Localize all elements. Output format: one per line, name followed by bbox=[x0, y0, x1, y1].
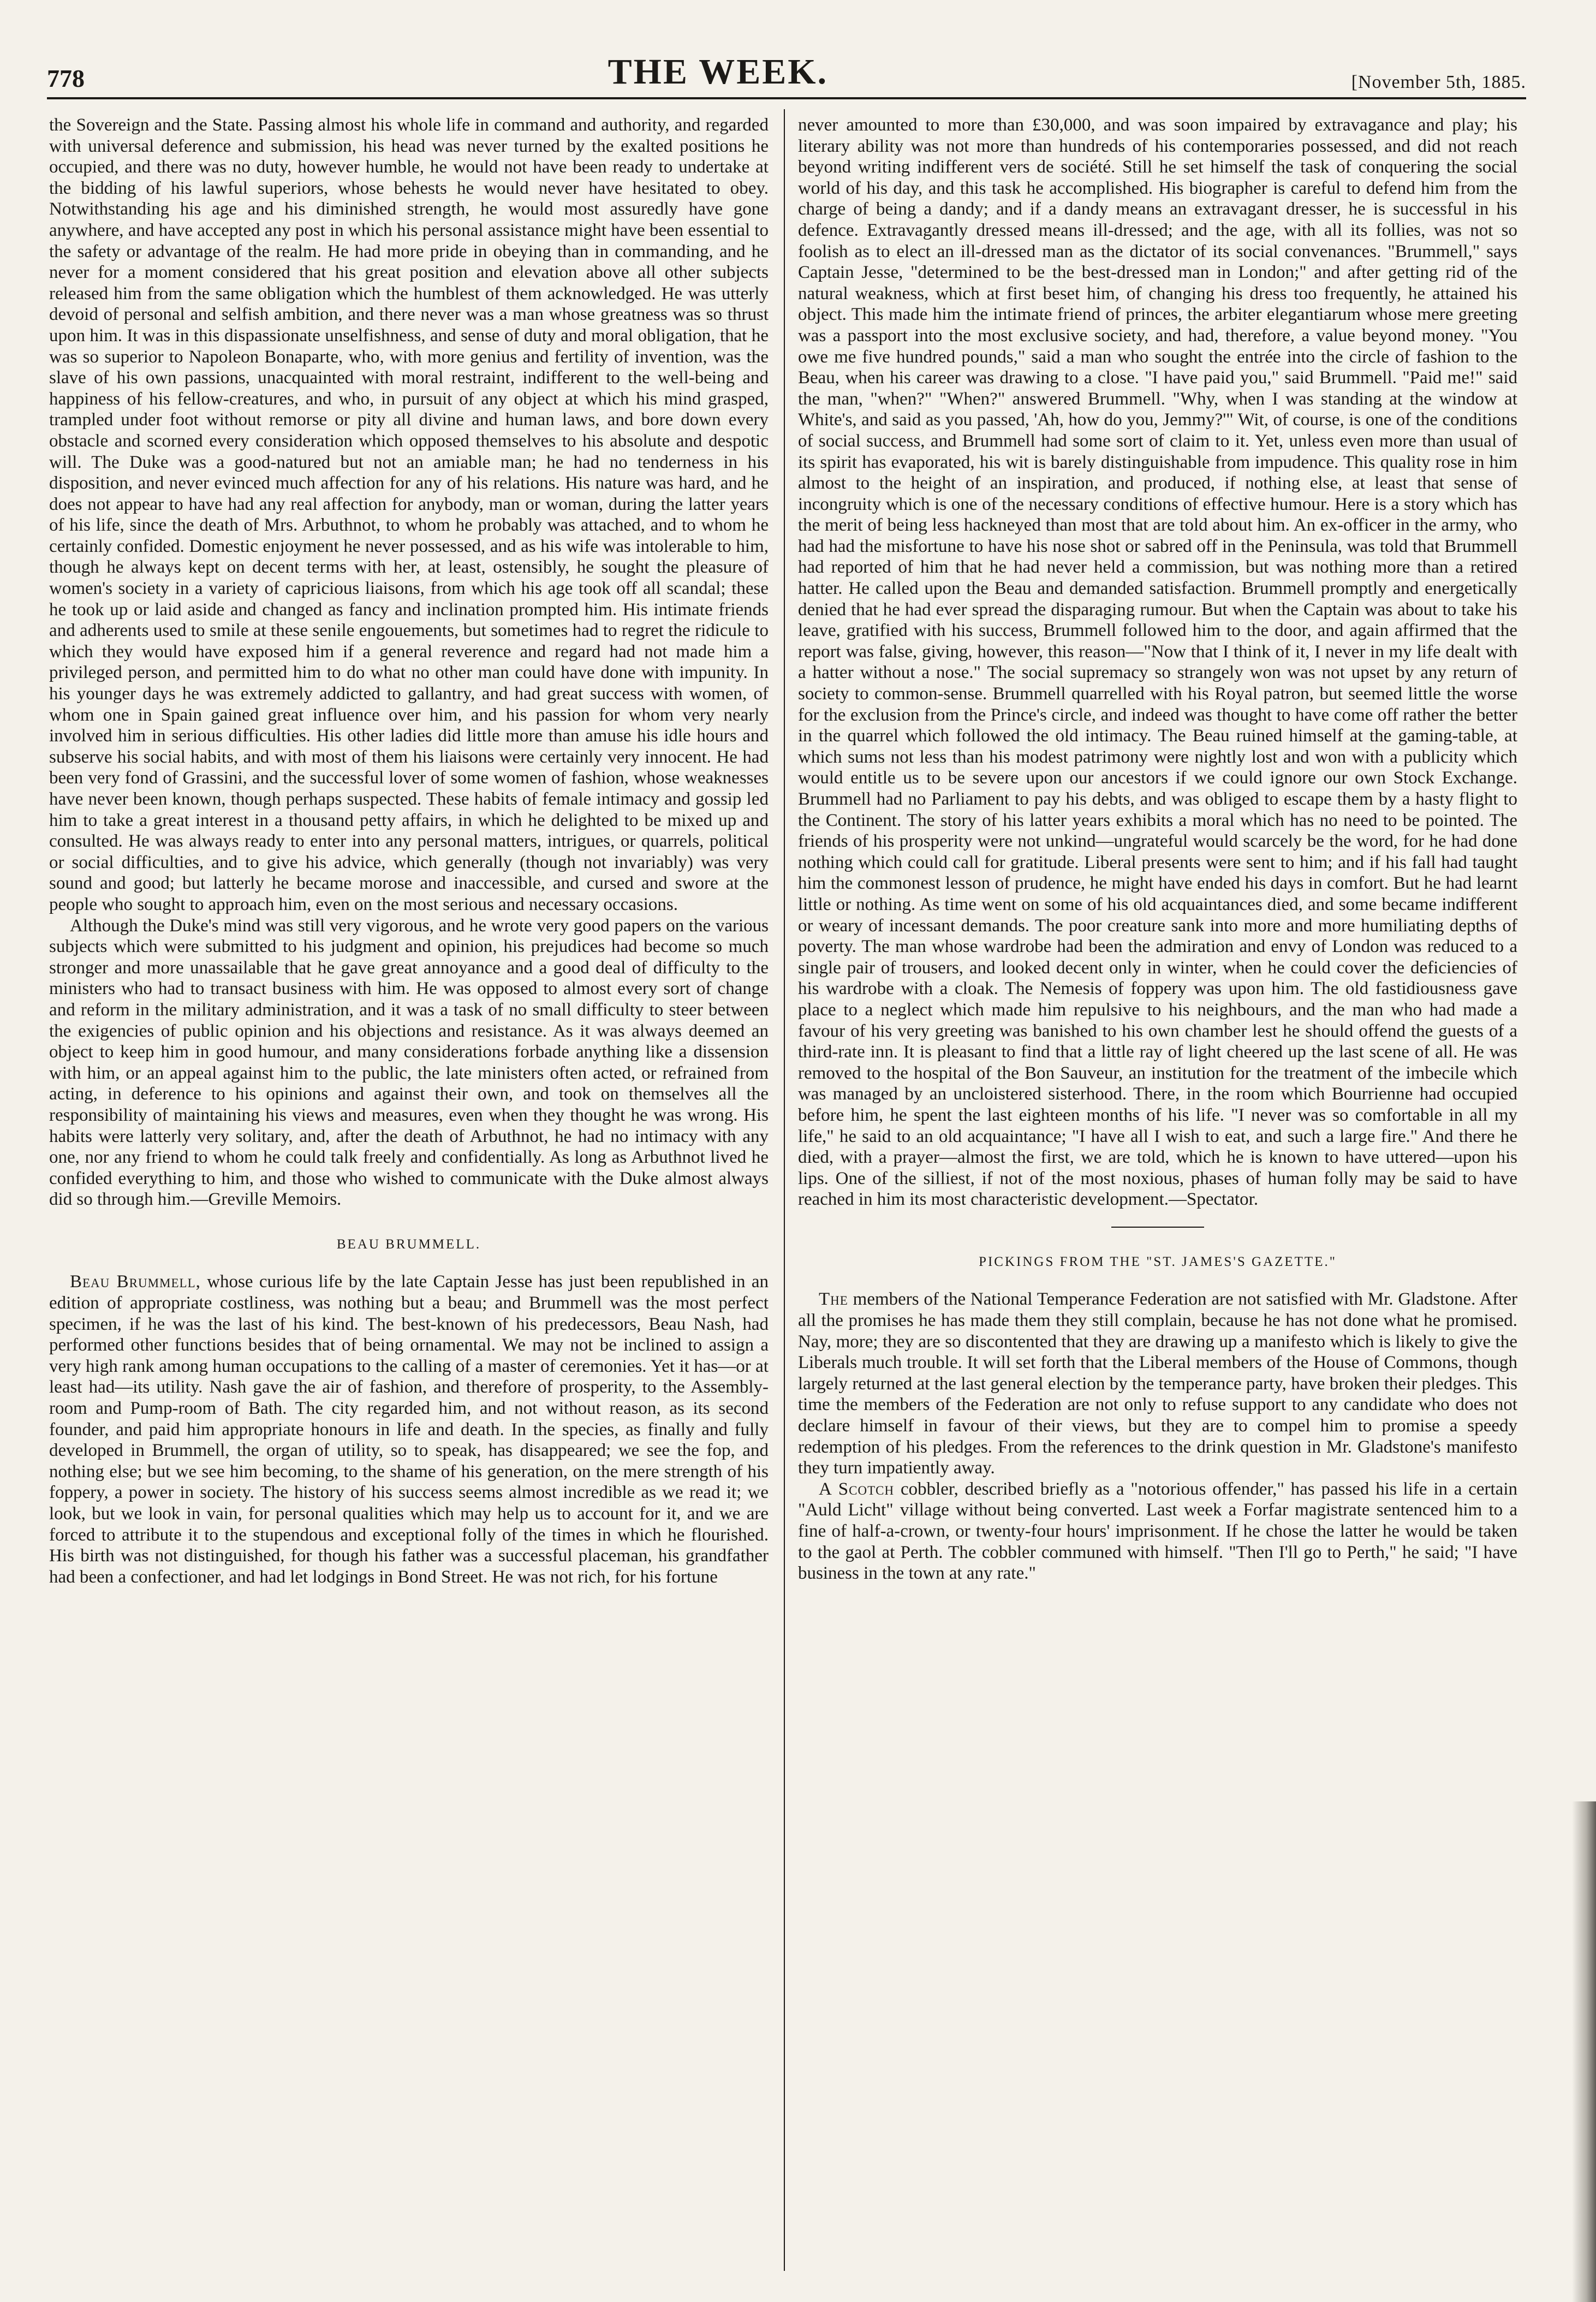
header-rule bbox=[47, 97, 1526, 99]
wellington-paragraph-2: Although the Duke's mind was still very vigorous, and he wrote very good papers on the various subjects which were submitted to his judgment and opinion, his prejudices had become so much stronger and more unassailable that he gave great annoyance and a good deal of difficulty to the ministers who had to transact business with him. He was opposed to almost every sort of change and reform in the military administration, and it was a task of no small difficulty to steer between the exigencies of public opinion and his objections and resistance. As it was always deemed an object to keep him in good humour, and many considerations forbade anything like a dissension with him, or an appeal against him to the public, the late ministers often acted, or refrained from acting, in deference to his opinions and against their own, and took on themselves all the responsibility of maintaining his views and measures, even when they thought he was wrong. His habits were latterly very solitary, and, after the death of Arbuthnot, he had no intimacy with any one, nor any friend to whom he could talk freely and confidentially. As long as Arbuthnot lived he confided everything to him, and those who wished to communicate with the Duke almost always did so through him.—Greville Memoirs. bbox=[49, 915, 769, 1210]
page-edge-shadow bbox=[1572, 1801, 1596, 2302]
page-header bbox=[47, 43, 1526, 93]
section-title-pickings: PICKINGS FROM THE "ST. JAMES'S GAZETTE." bbox=[979, 1254, 1337, 1269]
page-number: 778 bbox=[47, 64, 85, 92]
pickings-paragraph-cobbler bbox=[798, 1479, 1517, 1584]
section-separator-rule bbox=[1111, 1227, 1204, 1228]
brummell-continued-paragraph: never amounted to more than £30,000, and was soon impaired by extravagance and play; his literary ability was not more than hundreds of his contemporaries possessed, and did not reach beyond writing indifferent vers de société. Still he set himself the task of conquering the social world of his day, and this task he accomplished. His biographer is careful to defend him from the charge of being a dandy; and if a dandy means an extravagant dresser, he is successful in his defence. Extravagantly dressed means ill-dressed; and the age, with all its follies, was not so foolish as to elect an ill-dressed man as the dictator of its social convenances. "Brummell," says Captain Jesse, "determined to be the best-dressed man in London;" and after getting rid of the natural weakness, which at first beset him, of changing his dress too frequently, he attained his object. This made him the intimate friend of princes, the arbiter elegantiarum whose mere greeting was a passport into the most exclusive society, and had, therefore, a value beyond money. "You owe me five hundred pounds," said a man who sought the entrée into the circle of fashion to the Beau, when his career was drawing to a close. "I have paid you," said Brummell. "Paid me!" said the man, "when?" "When?" answered Brummell. "Why, when I was standing at the window at White's, and said as you passed, 'Ah, how do you, Jemmy?'" Wit, of course, is one of the conditions of social success, and Brummell had some sort of claim to it. Yet, unless even more than usual of its spirit has evaporated, his wit is barely distinguishable from impudence. This quality rose in him almost to the height of an inspiration, and produced, if nothing else, at least that sense of incongruity which is one of the necessary conditions of effective humour. Here is a story which has the merit of being less hackneyed than most that are told about him. An ex-officer in the army, who had had the misfortune to have his nose shot or sabred off in the Peninsula, was told that Brummell had reported of him that he had never held a commission, but was nothing more than a retired hatter. He called upon the Beau and demanded satisfaction. Brummell promptly and energetically denied that he had ever spread the disparaging rumour. But when the Captain was about to take his leave, gratified with his success, Brummell followed him to the door, and again affirmed that the report was false, giving, however, this reason—"Now that I think of it, I never in my life dealt with a hatter without a nose." The social supremacy so strangely won was not upset by any return of society to common-sense. Brummell quarrelled with his Royal patron, but seemed little the worse for the exclusion from the Prince's circle, and indeed was thought to have come off rather the better in the quarrel which followed the old intimacy. The Beau ruined himself at the gaming-table, at which sums not less than his modest patrimony were nightly lost and won with a publicity which would entitle us to be severe upon our ancestors if we could ignore our own Stock Exchange. Brummell had no Parliament to pay his debts, and was obliged to escape them by a hasty flight to the Continent. The story of his latter years exhibits a moral which has no need to be pointed. The friends of his prosperity were not unkind—ungrateful would scarcely be the word, for he had done nothing which could call for gratitude. Liberal presents were sent to him; and if his fall had taught him the commonest lesson of prudence, he might have ended his days in comfort. But he had learnt little or nothing. As time went on some of his old acquaintances died, and some became indifferent or weary of incessant demands. The poor creature sank into more and more humiliating depths of poverty. The man whose wardrobe had been the admiration and envy of London was reduced to a single pair of trousers, and looked decent only in winter, when he could cover the deficiencies of his wardrobe with a cloak. The Nemesis of foppery was upon him. The old fastidiousness gave place to a neglect which made him repulsive to his neighbours, and the man who had made a favour of his very greeting was banished to his own chamber lest he should offend the guests of a third-rate inn. It is pleasant to find that a little ray of light cheered up the last scene of all. He was removed to the hospital of the Bon Sauveur, an institution for the treatment of the imbecile which was managed by an uncloistered sisterhood. There, in the room which Bourrienne had occupied before him, he spent the last eighteen months of his life. "I never was so comfortable in all my life," he said to an old acquaintance; "I have all I wish to eat, and such a large fire." And there he died, with a prayer—almost the first, we are told, which he is known to have uttered—upon his lips. One of the silliest, if not of the most noxious, phases of human folly may be said to have reached in him its most characteristic development.—Spectator. bbox=[798, 115, 1517, 1210]
pickings-2-lead-word: A Scotch bbox=[819, 1479, 895, 1499]
right-column bbox=[798, 115, 1517, 2276]
wellington-paragraph-1: the Sovereign and the State. Passing almost his whole life in command and authority, and regarded with universal deference and submission, his head was never turned by the exalted positions he occupied, and there was no duty, however humble, he would not have been ready to undertake at the bidding of his lawful superiors, whose behests he would never have hesitated to obey. Notwithstanding his age and his diminished strength, he would most assuredly have gone anywhere, and have accepted any post in which his personal assistance might have been essential to the safety or advantage of the realm. He had more pride in obeying than in commanding, and he never for a moment considered that his great position and elevation above all other subjects released him from the same obligation which the humblest of them acknowledged. He was utterly devoid of personal and selfish ambition, and there never was a man whose greatness was so thrust upon him. It was in this dispassionate unselfishness, and sense of duty and moral obligation, that he was so superior to Napoleon Bonaparte, who, with more genius and fertility of invention, was the slave of his own passions, unacquainted with moral restraint, indifferent to the well-being and happiness of his fellow-creatures, and who, in pursuit of any object at which his mind grasped, trampled under foot without remorse or pity all divine and human laws, and bore down every obstacle and scorned every consideration which opposed themselves to his absolute and despotic will. The Duke was a good-natured but not an amiable man; he had no tenderness in his disposition, and never evinced much affection for any of his relations. His nature was hard, and he does not appear to have had any real affection for anybody, man or woman, during the latter years of his life, since the death of Mrs. Arbuthnot, to whom he probably was attached, and to whom he certainly confided. Domestic enjoyment he never possessed, and as his wife was intolerable to him, though he always kept on decent terms with her, at least, ostensibly, he sought the pleasure of women's society in a variety of capricious liaisons, from which his age took off all scandal; these he took up or laid aside and changed as fancy and inclination prompted him. His intimate friends and adherents used to smile at these senile engouements, but sometimes had to regret the ridicule to which they would have exposed him if a general reverence and regard had not made him a privileged person, and permitted him to do what no other man could have done with impunity. In his younger days he was extremely addicted to gallantry, and had great success with women, of whom one in Spain gained great influence over him, and his passion for whom very nearly involved him in serious difficulties. His other ladies did little more than amuse his idle hours and subserve his social habits, and with most of them his liaisons were certainly very innocent. He had been very fond of Grassini, and the successful lover of some women of fashion, whose weaknesses have never been known, though perhaps suspected. These habits of female intimacy and gossip led him to take a great interest in a thousand petty affairs, in which he delighted to be mixed up and consulted. He was always ready to enter into any personal matters, intrigues, or quarrels, political or social difficulties, and to give his advice, which generally (though not invariably) was very sound and good; but latterly he became morose and inaccessible, and cursed and swore at the people who sought to approach him, even on the most serious and necessary occasions. bbox=[49, 115, 769, 914]
section-title-beau-brummell: BEAU BRUMMELL. bbox=[336, 1236, 481, 1252]
pickings-2-body: cobbler, described briefly as a "notorious offender," has passed his life in a certain "Auld Licht" village without being converted. Last week a Forfar magistrate sentenced him to a fine of half-a-crown, or twenty-four hours' imprisonment. If he chose the latter he would be taken to the gaol at Perth. The cobbler communed with himself. "Then I'll go to Perth," he said; "I have business in the town at any rate." bbox=[798, 1479, 1517, 1584]
pickings-1-lead-word: The bbox=[819, 1289, 848, 1310]
brummell-paragraph bbox=[49, 1271, 769, 1587]
column-divider bbox=[784, 109, 785, 2271]
left-column bbox=[49, 115, 769, 2276]
publication-title: THE WEEK. bbox=[608, 52, 829, 92]
issue-date: [November 5th, 1885. bbox=[1351, 72, 1526, 92]
pickings-paragraph-temperance bbox=[798, 1289, 1517, 1478]
brummell-lead-word: Beau Brummell, bbox=[70, 1272, 201, 1292]
brummell-body: whose curious life by the late Captain Jesse has just been republished in an edition of appropriate costliness, was nothing but a beau; and Brummell was the most perfect specimen, if he was the last of his kind. The best-known of his predecessors, Beau Nash, had performed other functions besides that of being ornamental. We may not be inclined to assign a very high rank among human occupations to the calling of a master of ceremonies. Yet it has—or at least had—its utility. Nash gave the air of fashion, and therefore of prosperity, to the Assembly-room and Pump-room of Bath. The city regarded him, and not without reason, as its second founder, and paid him appropriate honours in life and death. In the species, as finally and fully developed in Brummell, the organ of utility, so to speak, has disappeared; we see the fop, and nothing else; but we see him becoming, to the shame of his generation, on the mere strength of his foppery, a power in society. The history of his success seems almost incredible as we read it; we look, but we look in vain, for personal qualities which may help us to account for it, and we are forced to attribute it to the stupendous and exceptional folly of the times in which he flourished. His birth was not distinguished, for though his father was a successful placeman, his grandfather had been a confectioner, and had let lodgings in Bond Street. He was not rich, for his fortune bbox=[49, 1272, 769, 1587]
pickings-1-body: members of the National Temperance Federation are not satisfied with Mr. Gladstone. After all the promises he has made them they still complain, because he has not done what he promised. Nay, more; they are so discontented that they are drawing up a manifesto which is likely to give the Liberals much trouble. It will set forth that the Liberal members of the House of Commons, though largely returned at the last general election by the temperance party, have broken their pledges. This time the members of the Federation are not only to refuse support to any candidate who does not declare himself in favour of their views, but they are to compel him to promise a speedy redemption of his pledges. From the references to the drink question in Mr. Gladstone's manifesto they turn impatiently away. bbox=[798, 1289, 1517, 1478]
